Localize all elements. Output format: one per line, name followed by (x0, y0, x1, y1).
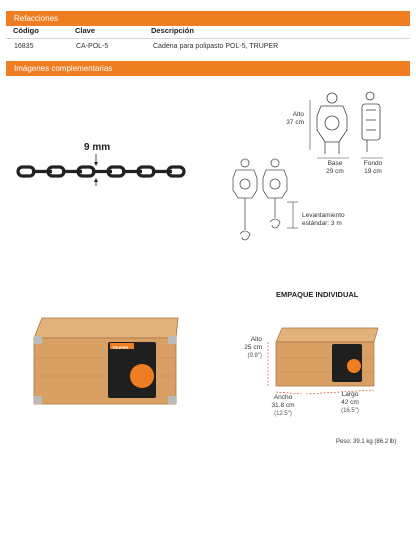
section-bar-refacciones (6, 11, 410, 26)
col-header-codigo: Código (13, 26, 39, 35)
package-ancho-cm: 31.8 cm (271, 402, 295, 409)
cell-descripcion: Cadena para polipasto POL-5, TRUPER (153, 43, 279, 50)
hoist-lift-label-2: estándar: 3 m (302, 220, 342, 227)
package-title: EMPAQUE INDIVIDUAL (276, 290, 359, 299)
wooden-box-dimensions (262, 322, 387, 397)
col-header-descripcion: Descripción (151, 26, 194, 35)
hoist-fondo-value: 19 cm (364, 168, 382, 175)
package-weight: Peso: 39.1 kg (86.2 lb) (336, 439, 397, 445)
hoist-lift-label-1: Levantamiento (302, 212, 345, 219)
package-largo-in: (16.5") (341, 408, 359, 414)
package-alto-label: Alto (250, 336, 262, 343)
col-header-clave: Clave (75, 26, 96, 35)
hoist-base-label: Base (327, 160, 343, 167)
hoist-dimensions-drawing (305, 90, 390, 160)
hoist-fondo-label: Fondo (363, 160, 383, 167)
hoist-lift-drawing (228, 158, 308, 253)
hoist-alto-value: 37 cm (286, 119, 304, 126)
wooden-box-large (28, 314, 188, 409)
package-ancho-label: Ancho (273, 394, 293, 401)
cell-codigo: 16835 (14, 43, 34, 50)
section-bar-imagenes (6, 61, 410, 76)
hoist-base-value: 29 cm (326, 168, 344, 175)
package-largo-cm: 42 cm (341, 399, 359, 406)
cell-clave: CA-POL-5 (76, 43, 109, 50)
chain-width-label: 9 mm (84, 142, 111, 153)
package-ancho-in: (12.5") (274, 411, 292, 417)
hoist-alto-label: Alto (292, 111, 304, 118)
table-divider (6, 38, 410, 39)
package-alto-in: (9.8") (247, 353, 262, 359)
package-alto-cm: 25 cm (244, 344, 262, 351)
section-title-refacciones: Refacciones (14, 14, 59, 23)
package-largo-label: Largo (341, 391, 359, 398)
box-brand-label: TRUPER (112, 345, 129, 350)
section-title-imagenes: Imágenes complementarias (14, 64, 113, 73)
